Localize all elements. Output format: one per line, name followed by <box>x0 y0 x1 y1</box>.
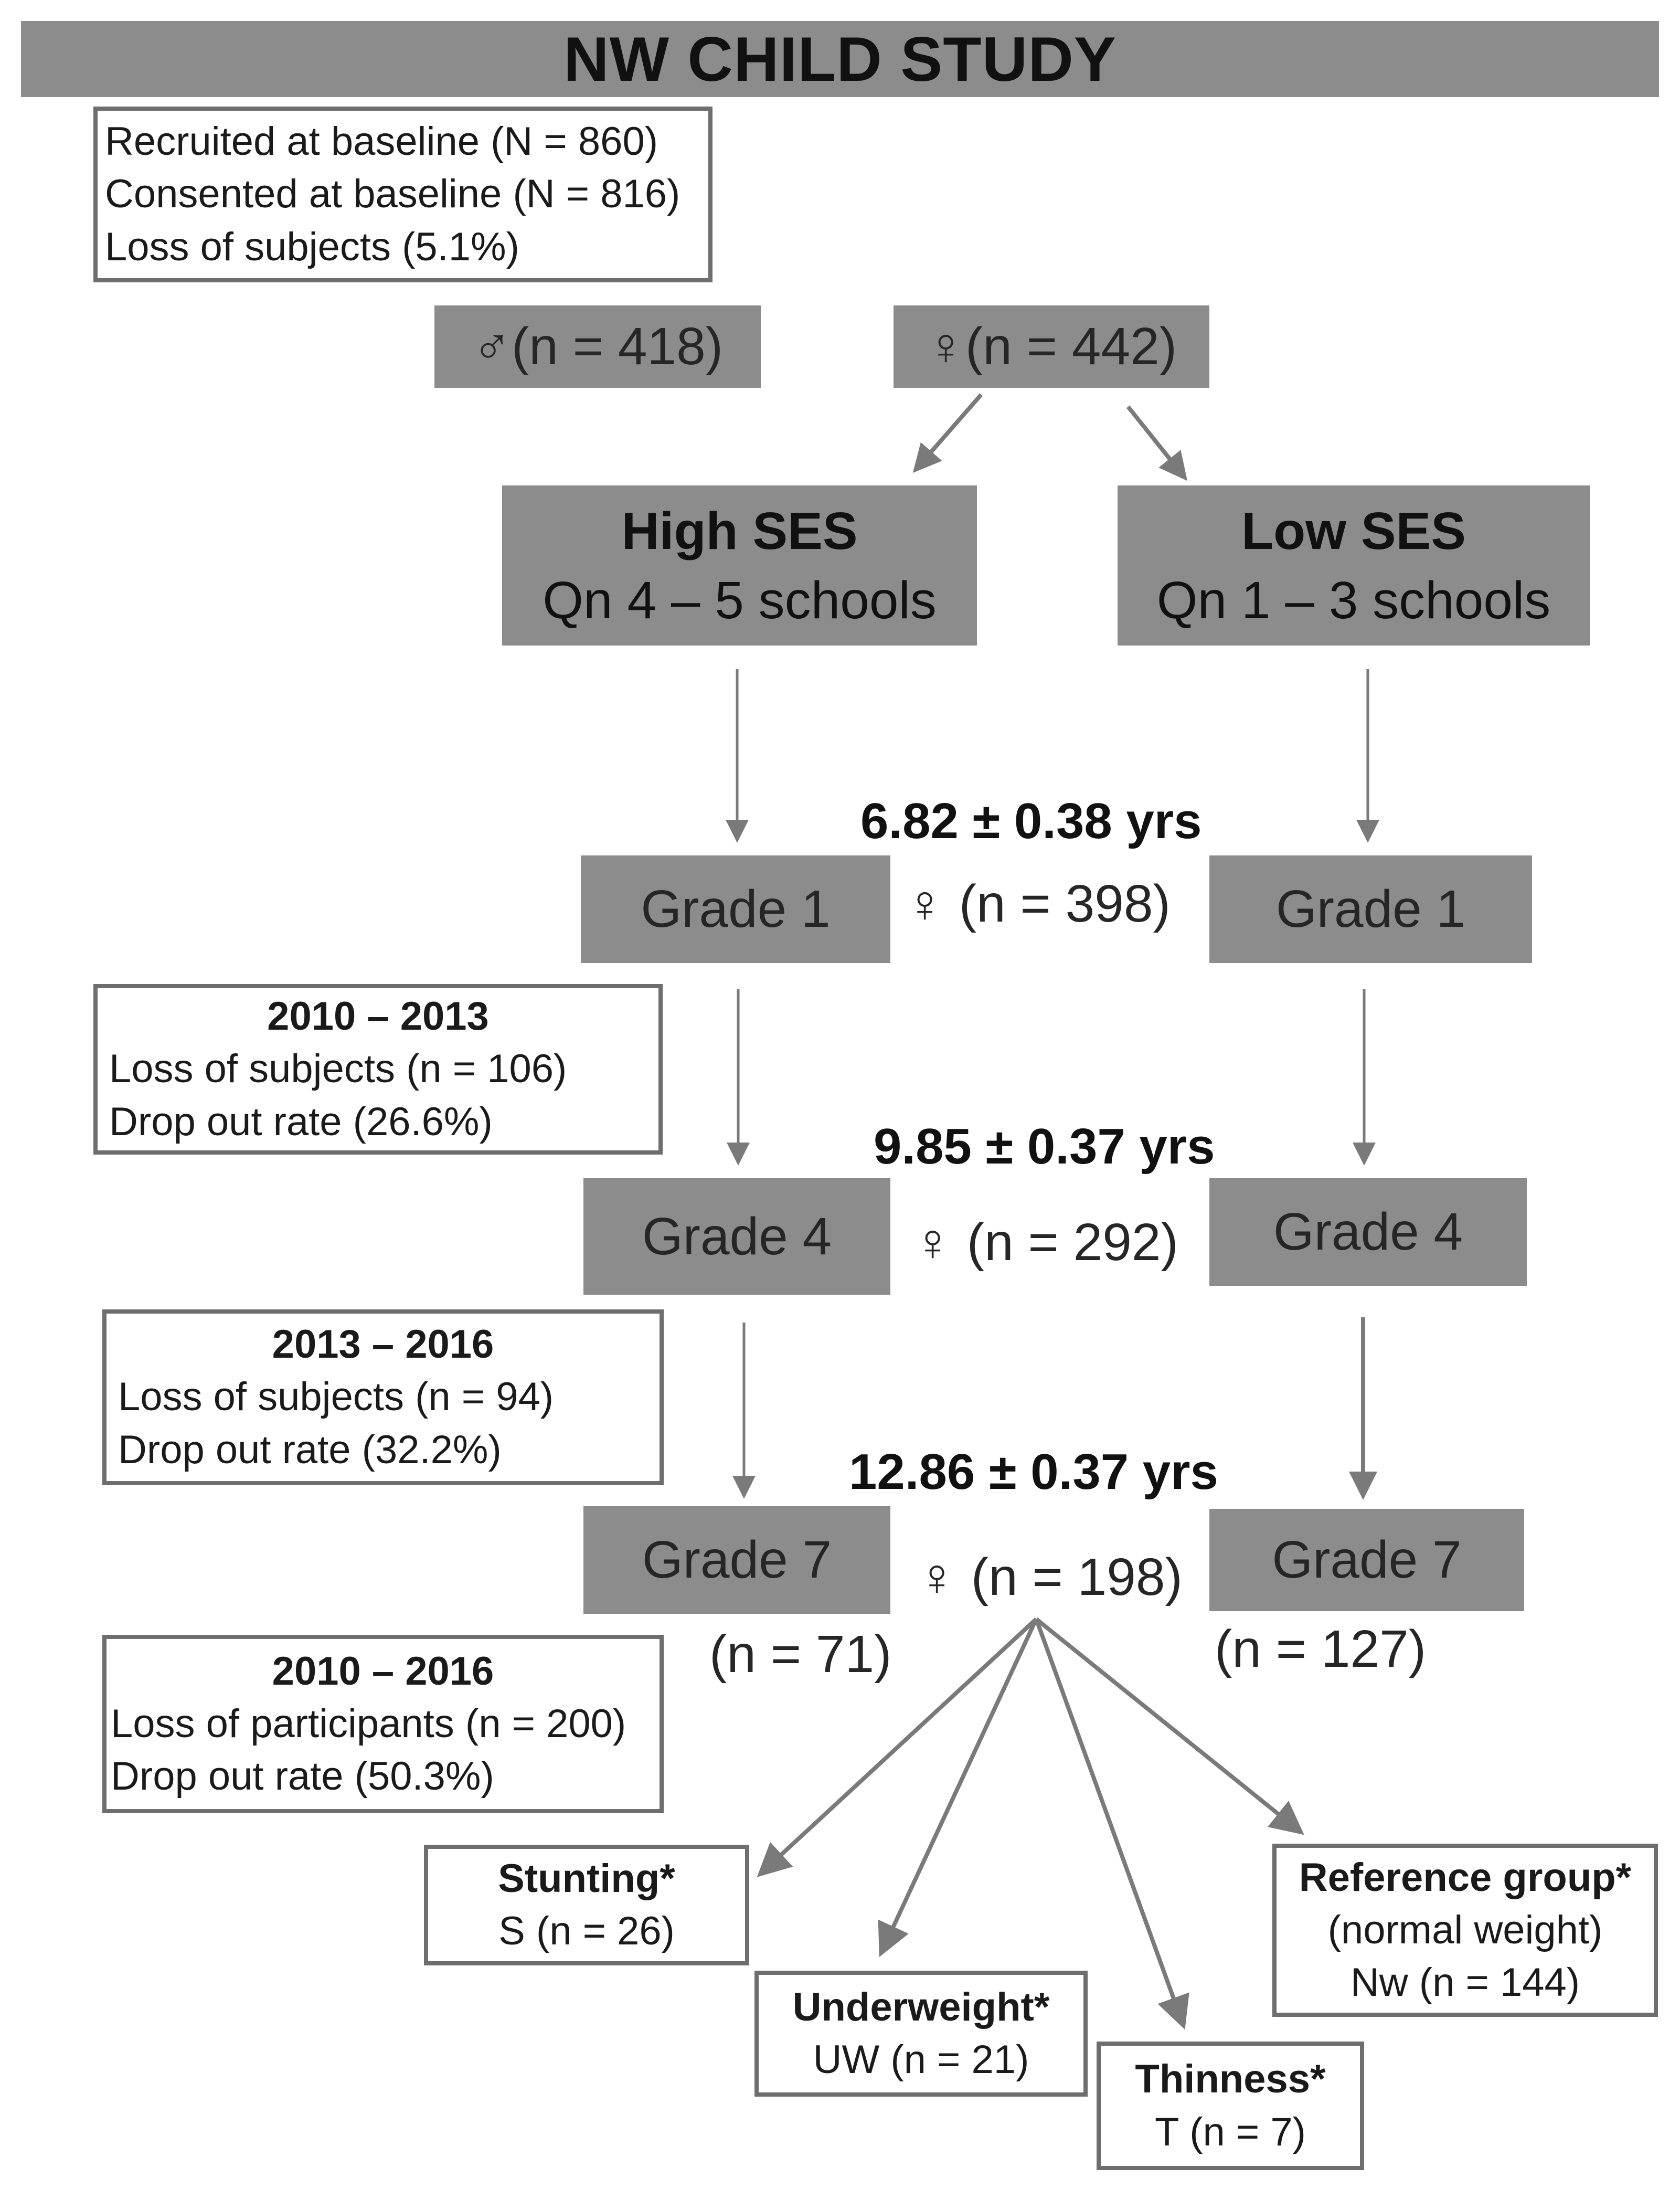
male-symbol-icon: ♂ <box>472 317 512 376</box>
high-ses-title: High SES <box>621 501 858 561</box>
female-symbol-icon: ♀ <box>926 317 965 376</box>
female-count: (n = 442) <box>965 317 1177 376</box>
dropout1-loss: Loss of subjects (n = 106) <box>109 1046 567 1092</box>
dropout2-box <box>102 1309 664 1485</box>
baseline-recruited: Recruited at baseline (N = 860) <box>105 119 658 164</box>
high-ses-box <box>502 485 977 646</box>
dropout3-box <box>102 1635 664 1813</box>
thinness-box <box>1097 2042 1364 2170</box>
wave3-female-count-label <box>917 1547 1183 1608</box>
wave1-grade-high: Grade 1 <box>641 880 831 938</box>
title-bar <box>21 21 1659 97</box>
arrow-female-to-low-ses <box>1128 407 1185 478</box>
wave3-grade-low-box <box>1209 1509 1524 1611</box>
thinness-title: Thinness* <box>1135 2057 1326 2102</box>
male-box <box>434 305 761 388</box>
arrow-to-underweight <box>881 1619 1036 1952</box>
wave3-female-count: (n = 198) <box>971 1548 1183 1606</box>
wave2-grade-high: Grade 4 <box>642 1207 832 1266</box>
low-ses-title: Low SES <box>1241 501 1466 561</box>
wave2-age: 9.85 ± 0.37 yrs <box>874 1118 1215 1175</box>
female-box <box>894 305 1209 388</box>
reference-box <box>1272 1844 1658 2017</box>
wave2-female-symbol-icon: ♀ <box>913 1213 952 1272</box>
stunting-title: Stunting* <box>498 1856 675 1901</box>
wave3-grade-high-box <box>583 1506 890 1614</box>
arrow-female-to-high-ses <box>916 395 981 470</box>
dropout2-period: 2013 – 2016 <box>272 1322 494 1367</box>
dropout1-rate: Drop out rate (26.6%) <box>109 1099 493 1144</box>
wave2-grade-high-box <box>583 1178 890 1295</box>
wave1-female-symbol-icon: ♀ <box>905 874 944 933</box>
dropout3-rate: Drop out rate (50.3%) <box>111 1754 494 1799</box>
reference-title: Reference group* <box>1299 1855 1632 1900</box>
wave3-grade-low: Grade 7 <box>1272 1530 1462 1589</box>
wave3-low-count: (n = 127) <box>1215 1620 1427 1678</box>
wave1-grade-high-box <box>581 855 890 963</box>
thinness-count: T (n = 7) <box>1155 2109 1306 2154</box>
male-count: (n = 418) <box>511 317 724 376</box>
wave3-female-symbol-icon: ♀ <box>917 1548 956 1606</box>
low-ses-box <box>1118 485 1590 646</box>
baseline-box <box>93 107 713 282</box>
dropout3-loss: Loss of participants (n = 200) <box>111 1701 626 1746</box>
reference-count: Nw (n = 144) <box>1350 1960 1580 2005</box>
wave2-female-count-label <box>913 1212 1178 1273</box>
dropout3-period: 2010 – 2016 <box>272 1648 494 1694</box>
wave2-grade-low-box <box>1209 1178 1527 1286</box>
stunting-box <box>424 1845 749 1965</box>
baseline-consented: Consented at baseline (N = 816) <box>105 172 680 217</box>
wave1-grade-low: Grade 1 <box>1275 880 1466 938</box>
wave2-female-count: (n = 292) <box>966 1213 1178 1272</box>
underweight-count: UW (n = 21) <box>813 2037 1029 2082</box>
wave2-grade-low: Grade 4 <box>1273 1202 1463 1261</box>
high-ses-subtitle: Qn 4 – 5 schools <box>543 570 937 630</box>
wave3-high-count: (n = 71) <box>709 1625 892 1684</box>
stunting-count: S (n = 26) <box>498 1909 675 1953</box>
underweight-title: Underweight* <box>792 1984 1050 2029</box>
reference-subtitle: (normal weight) <box>1327 1907 1603 1952</box>
dropout1-box <box>93 984 663 1155</box>
low-ses-subtitle: Qn 1 – 3 schools <box>1156 570 1551 630</box>
wave1-female-count: (n = 398) <box>959 874 1171 933</box>
underweight-box <box>754 1971 1088 2097</box>
dropout1-period: 2010 – 2013 <box>267 994 489 1039</box>
wave1-grade-low-box <box>1209 855 1532 963</box>
baseline-loss: Loss of subjects (5.1%) <box>105 224 519 269</box>
wave1-age: 6.82 ± 0.38 yrs <box>860 793 1202 849</box>
dropout2-rate: Drop out rate (32.2%) <box>118 1427 502 1472</box>
wave3-grade-high: Grade 7 <box>642 1530 832 1589</box>
wave1-female-count-label <box>905 874 1171 934</box>
dropout2-loss: Loss of subjects (n = 94) <box>118 1374 554 1420</box>
wave3-age: 12.86 ± 0.37 yrs <box>849 1444 1218 1500</box>
page-title: NW CHILD STUDY <box>563 24 1117 94</box>
